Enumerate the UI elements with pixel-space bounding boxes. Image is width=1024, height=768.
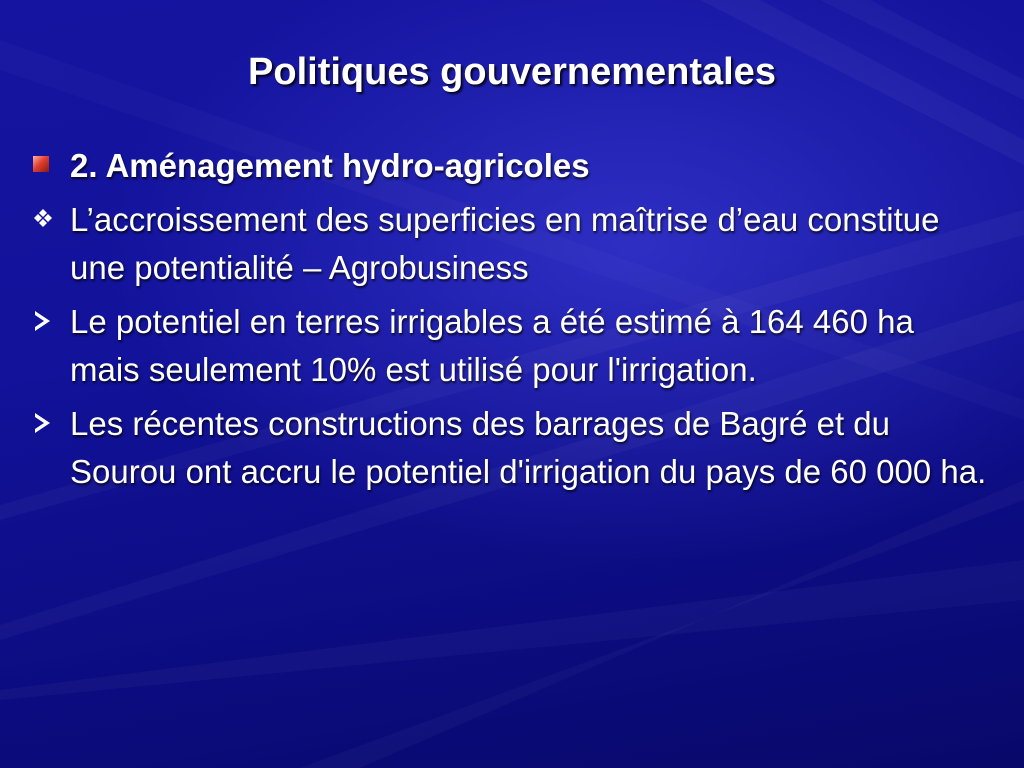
bullet-item-arrow <box>28 400 988 496</box>
slide-title: Politiques gouvernementales <box>248 51 776 93</box>
bullet-text: Les récentes constructions des barrages de Bagré et du Sourou ont accru le potentiel d'irrigation du pays de 60 000 ha. <box>70 405 987 490</box>
four-diamond-icon <box>30 196 64 244</box>
red-square-icon <box>30 142 64 190</box>
bullet-list <box>28 142 988 496</box>
bullet-text: Le potentiel en terres irrigables a été estimé à 164 460 ha mais seulement 10% est utilisé pour l'irrigation. <box>70 303 914 388</box>
bullet-item-arrow <box>28 298 988 394</box>
arrow-head-icon <box>30 400 64 448</box>
bullet-item-heading <box>28 142 988 190</box>
arrow-head-icon <box>30 298 64 346</box>
bullet-text: L’accroissement des superficies en maîtrise d’eau constitue une potentialité – Agrobusiness <box>70 201 940 286</box>
bullet-text: 2. Aménagement hydro-agricoles <box>70 147 590 184</box>
bullet-item-diamond <box>28 196 988 292</box>
